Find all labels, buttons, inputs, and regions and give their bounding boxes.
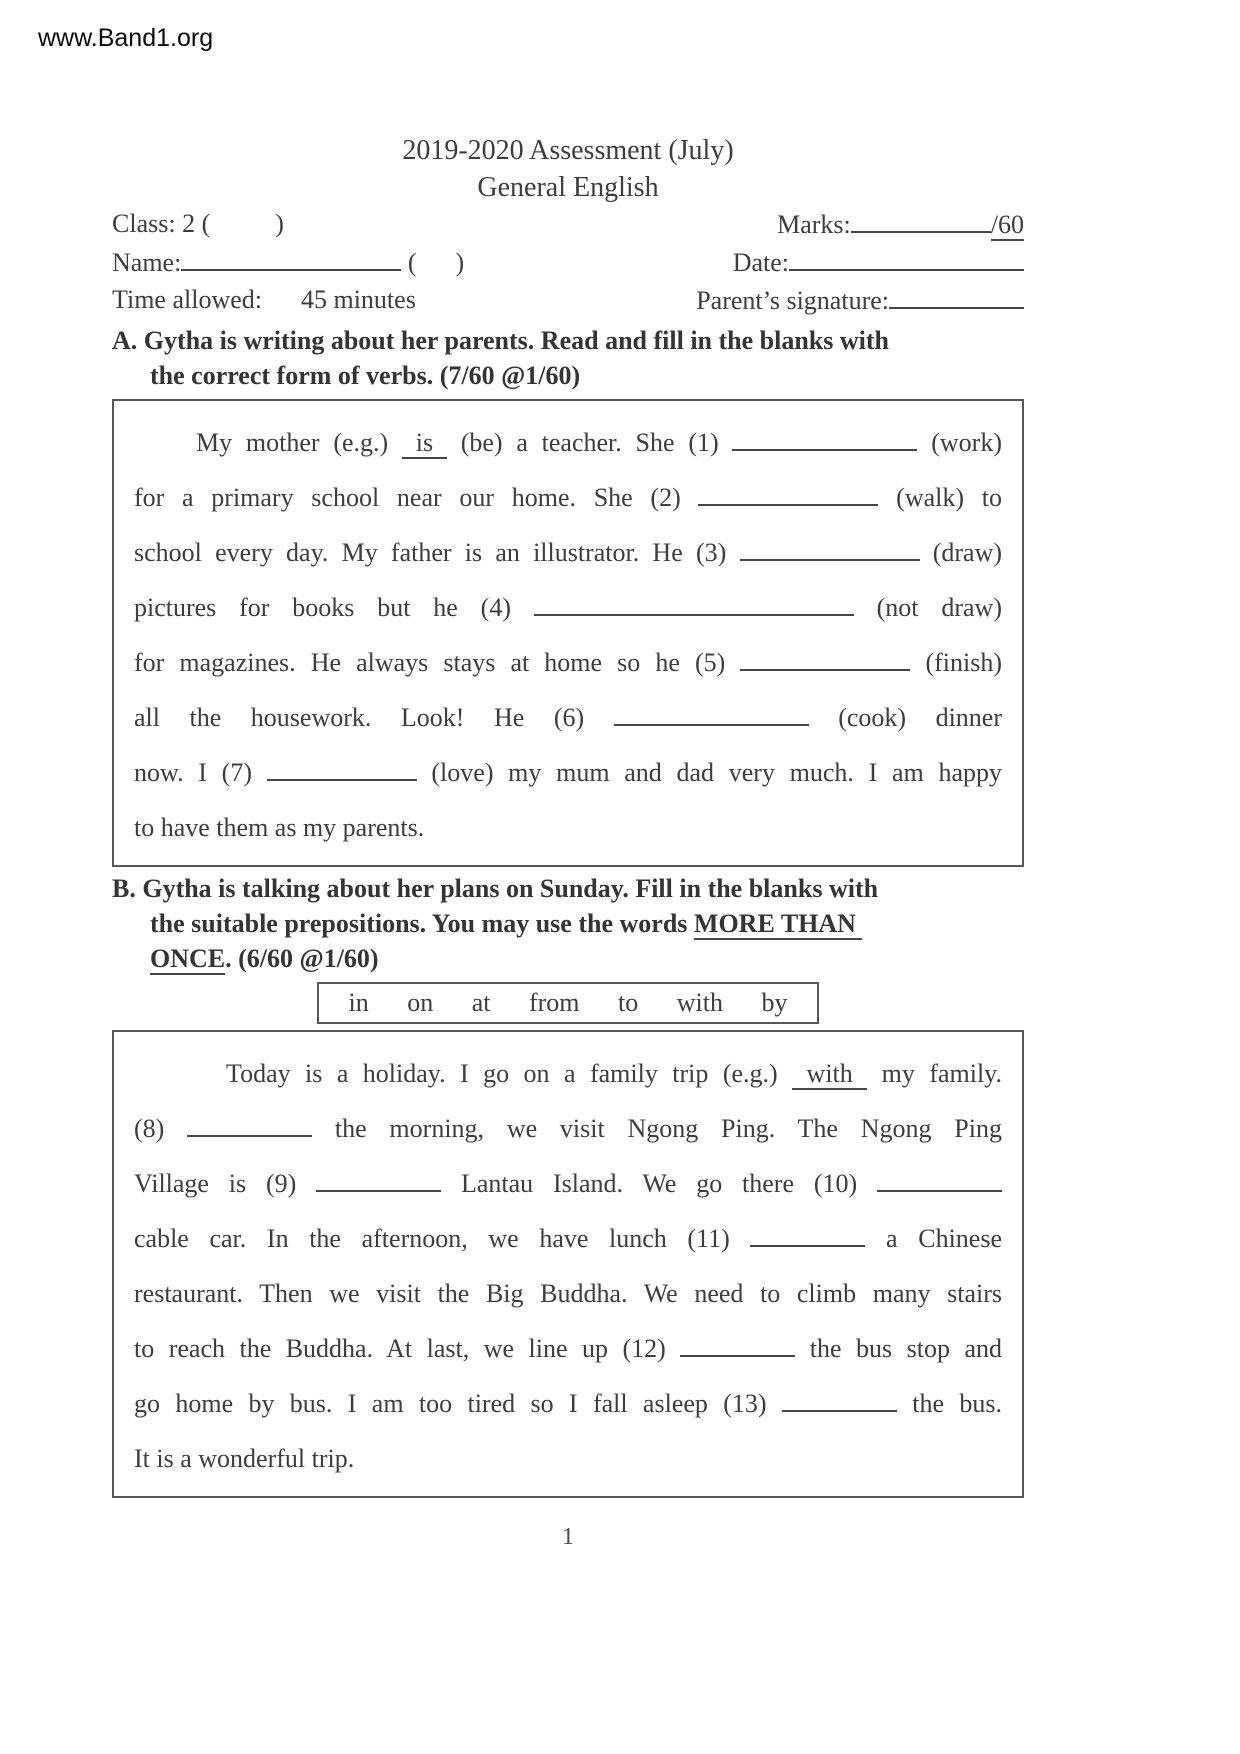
passage-line: for a primary school near our home. She (2) (walk) to — [134, 470, 1002, 525]
date-field: Date: — [733, 243, 1024, 281]
answer-blank[interactable] — [789, 243, 1024, 271]
section-b-passage-box — [112, 1030, 1024, 1498]
answer-blank[interactable] — [680, 1329, 795, 1357]
section-a-heading — [112, 323, 1024, 393]
parent-signature-field: Parent’s signature: — [696, 281, 1024, 319]
passage-line: pictures for books but he (4) (not draw) — [134, 580, 1002, 635]
underlined-text: with — [792, 1059, 868, 1088]
passage-line: My mother (e.g.) is (be) a teacher. She (1) (work) — [134, 415, 1002, 470]
exam-content — [112, 134, 1024, 1551]
underlined-text: is — [401, 428, 447, 457]
class-field: Class: 2 ( ) — [112, 209, 284, 238]
answer-blank[interactable] — [740, 643, 910, 671]
page-subtitle: General English — [477, 172, 659, 203]
answer-blank[interactable] — [877, 1164, 1002, 1192]
name-field: Name: ( ) — [112, 243, 464, 281]
watermark: www.Band1.org — [38, 24, 214, 52]
answer-blank[interactable] — [740, 533, 920, 561]
passage-line: restaurant. Then we visit the Big Buddha. We need to climb many stairs — [134, 1279, 1002, 1308]
word-bank-wrapper — [112, 982, 1024, 1024]
underlined-text: /60 — [990, 210, 1024, 239]
passage-line: Today is a holiday. I go on a family trip (e.g.) with my family. — [226, 1059, 1002, 1088]
answer-blank[interactable] — [187, 1109, 312, 1137]
passage-line: cable car. In the afternoon, we have lunch (11) a Chinese — [134, 1211, 1002, 1266]
section-b-heading-line1: B. Gytha is talking about her plans on Sunday. Fill in the blanks with — [112, 874, 879, 903]
answer-blank[interactable] — [614, 698, 809, 726]
header-row-3 — [112, 281, 1024, 319]
answer-blank[interactable] — [732, 423, 917, 451]
passage-line: to reach the Buddha. At last, we line up (12) the bus stop and — [134, 1321, 1002, 1376]
passage-line: school every day. My father is an illustrator. He (3) (draw) — [134, 525, 1002, 580]
section-a-passage-box — [112, 399, 1024, 867]
section-b-heading-line2: the suitable prepositions. You may use the words MORE THAN — [150, 909, 863, 938]
answer-blank[interactable] — [181, 243, 401, 271]
section-b-heading — [112, 871, 1024, 976]
answer-blank[interactable] — [889, 281, 1024, 309]
passage-line: all the housework. Look! He (6) (cook) dinner — [134, 690, 1002, 745]
header-row-1 — [112, 205, 1024, 243]
answer-blank[interactable] — [267, 753, 417, 781]
passage-line: to have them as my parents. — [134, 813, 425, 842]
answer-blank[interactable] — [851, 205, 991, 233]
answer-blank[interactable] — [698, 478, 878, 506]
word-bank-box: in on at from to with by — [317, 982, 820, 1024]
underlined-text: MORE THAN — [693, 909, 863, 938]
passage-line: It is a wonderful trip. — [134, 1444, 355, 1473]
underlined-text: ONCE — [150, 944, 226, 973]
page-title: 2019-2020 Assessment (July) — [402, 135, 734, 166]
passage-line: now. I (7) (love) my mum and dad very much. I am happy — [134, 745, 1002, 800]
section-a-heading-line1: A. Gytha is writing about her parents. Read and fill in the blanks with — [112, 326, 890, 355]
marks-field: Marks: /60 — [777, 205, 1024, 243]
section-a-heading-line2: the correct form of verbs. (7/60 @1/60) — [150, 361, 581, 390]
passage-line: (8) the morning, we visit Ngong Ping. The Ngong Ping — [134, 1101, 1002, 1156]
answer-blank[interactable] — [534, 588, 854, 616]
passage-line: go home by bus. I am too tired so I fall asleep (13) the bus. — [134, 1376, 1002, 1431]
page-number: 1 — [562, 1524, 574, 1550]
time-allowed-field: Time allowed: 45 minutes — [112, 285, 416, 314]
passage-line: for magazines. He always stays at home so he (5) (finish) — [134, 635, 1002, 690]
header-row-2 — [112, 243, 1024, 281]
answer-blank[interactable] — [316, 1164, 441, 1192]
passage-line: Village is (9) Lantau Island. We go there (10) — [134, 1156, 1002, 1211]
answer-blank[interactable] — [782, 1384, 897, 1412]
answer-blank[interactable] — [750, 1219, 865, 1247]
section-b-heading-line3: ONCE. (6/60 @1/60) — [150, 944, 379, 973]
